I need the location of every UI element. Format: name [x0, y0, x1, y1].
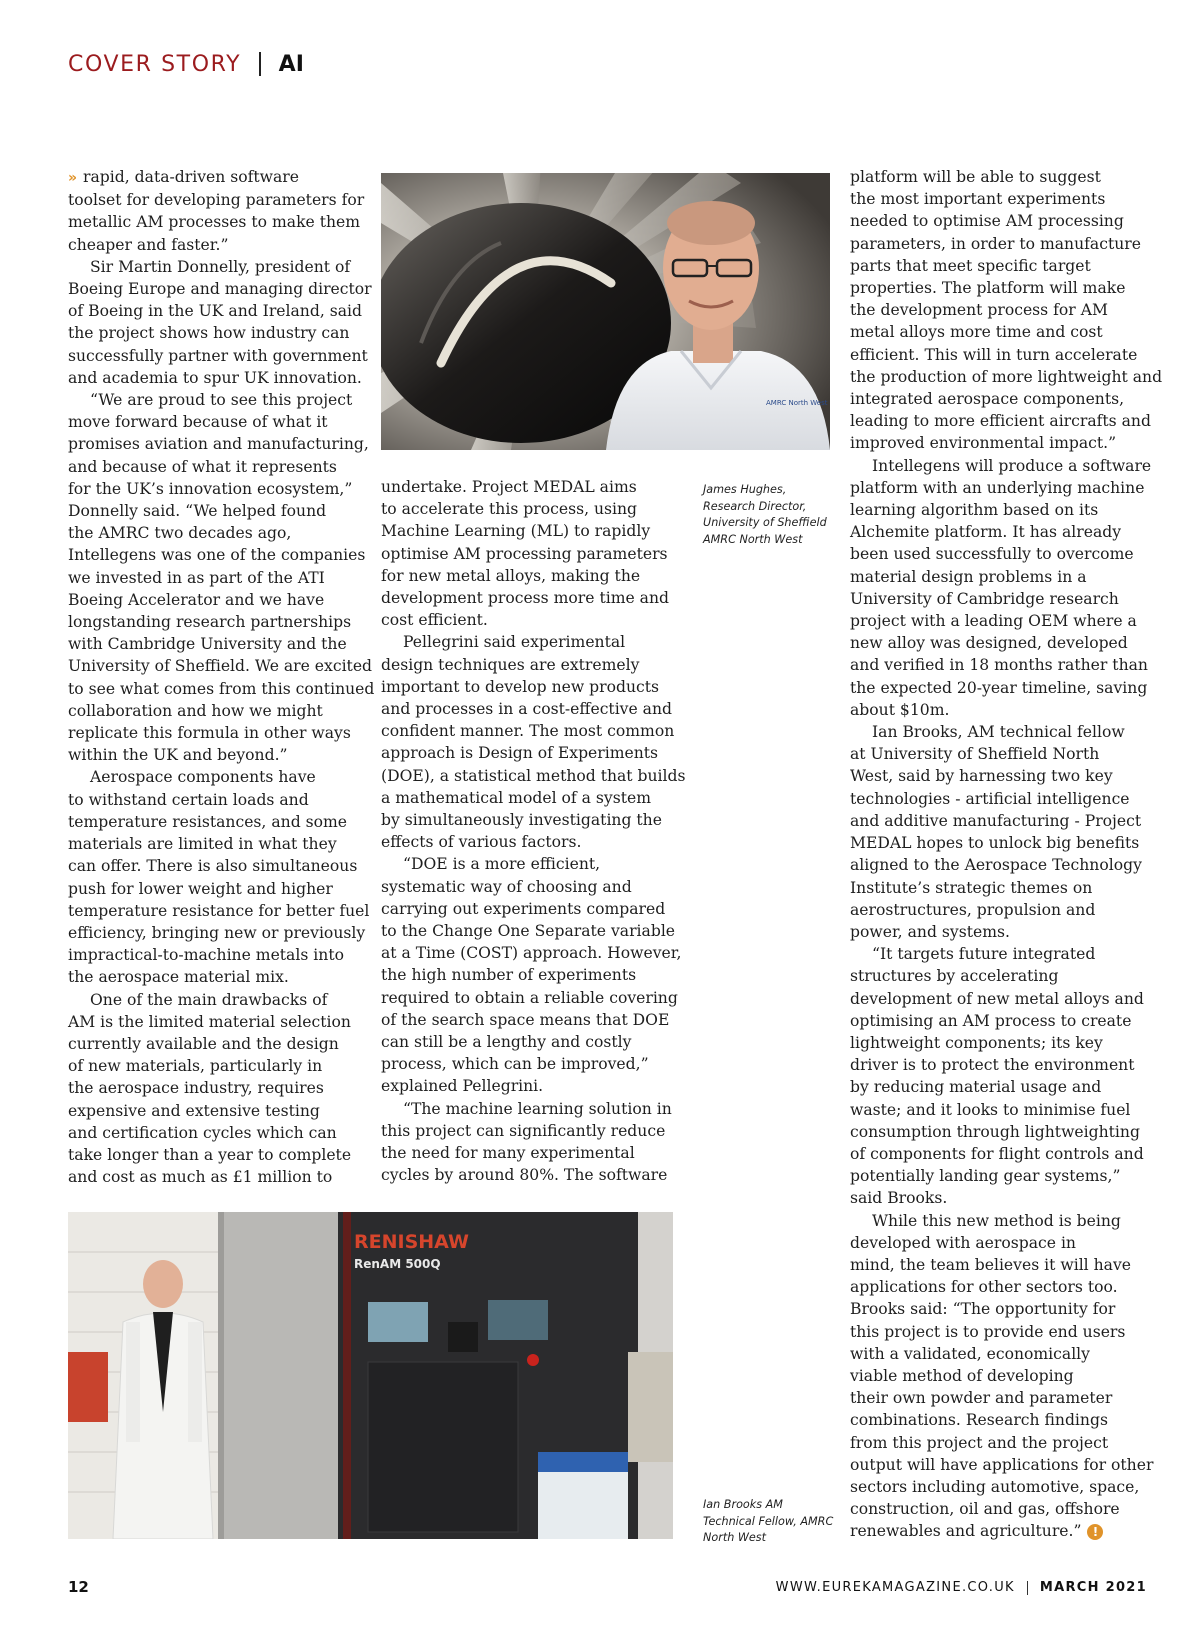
end-of-article-icon: ! — [1087, 1524, 1103, 1540]
text-line: Institute’s strategic themes on — [850, 878, 1093, 897]
text-line: viable method of developing — [850, 1366, 1074, 1385]
text-line: consumption through lightweighting — [850, 1122, 1140, 1141]
text-line: Alchemite platform. It has already — [850, 523, 1122, 542]
text-line: “The machine learning solution in — [403, 1099, 672, 1118]
text-line: at University of Sheffield North — [850, 745, 1100, 764]
text-line: While this new method is being — [872, 1211, 1121, 1230]
text-line: promises aviation and manufacturing, — [68, 435, 369, 454]
text-line: Donnelly said. “We helped found — [68, 502, 327, 521]
text-line: power, and systems. — [850, 922, 1010, 941]
running-footer — [776, 1580, 1147, 1595]
text-line: cheaper and faster.” — [68, 235, 229, 254]
text-line: of the search space means that DOE — [381, 1010, 670, 1029]
text-line: cycles by around 80%. The software — [381, 1166, 668, 1185]
section-label: COVER STORY — [68, 51, 242, 77]
text-line: to accelerate this process, using — [381, 500, 638, 519]
text-line: technologies - artificial intelligence — [850, 789, 1130, 808]
photo-caption-1 — [703, 482, 827, 548]
text-line: Sir Martin Donnelly, president of — [90, 257, 351, 276]
text-line: AM is the limited material selection — [68, 1012, 351, 1031]
caption-line: Ian Brooks AM — [703, 1498, 783, 1511]
text-line: platform will be able to suggest — [850, 168, 1101, 186]
issue-date: MARCH 2021 — [1039, 1580, 1147, 1595]
text-line: successfully partner with government — [68, 346, 368, 365]
text-line: collaboration and how we might — [68, 701, 323, 720]
text-line: been used successfully to overcome — [850, 545, 1134, 564]
text-line: within the UK and beyond.” — [68, 746, 288, 765]
text-line: with a validated, economically — [850, 1344, 1090, 1363]
text-line: project with a leading OEM where a — [850, 612, 1137, 631]
text-line: with Cambridge University and the — [68, 635, 347, 654]
text-line: currently available and the design — [68, 1034, 339, 1053]
text-line: rapid, data-driven software — [83, 168, 299, 186]
website-url: WWW.EUREKAMAGAZINE.CO.UK — [775, 1580, 1015, 1595]
caption-line: University of Sheffield — [703, 516, 827, 529]
text-line: said Brooks. — [850, 1189, 948, 1208]
text-line: Intellegens was one of the companies — [68, 546, 366, 565]
text-line: construction, oil and gas, offshore — [850, 1500, 1120, 1519]
text-line: carrying out experiments compared — [381, 899, 666, 918]
text-line: development of new metal alloys and — [850, 989, 1144, 1008]
caption-line: North West — [703, 1531, 767, 1544]
photo-ian-brooks-renishaw — [68, 1212, 673, 1539]
text-line: parameters, in order to manufacture — [850, 234, 1141, 253]
text-line: move forward because of what it — [68, 413, 328, 432]
text-line: Brooks said: “The opportunity for — [850, 1300, 1116, 1319]
text-line: the aerospace industry, requires — [68, 1079, 324, 1098]
text-line: of components for flight controls and — [850, 1144, 1144, 1163]
text-line: metallic AM processes to make them — [68, 213, 361, 232]
text-line: learning algorithm based on its — [850, 501, 1099, 520]
text-line: temperature resistances, and some — [68, 812, 348, 831]
text-line: waste; and it looks to minimise fuel — [850, 1100, 1131, 1119]
text-line: their own powder and parameter — [850, 1389, 1113, 1408]
text-line: MEDAL hopes to unlock big benefits — [850, 834, 1140, 853]
text-line: toolset for developing parameters for — [68, 191, 365, 210]
text-line: by reducing material usage and — [850, 1078, 1102, 1097]
text-line: at a Time (COST) approach. However, — [381, 944, 682, 963]
text-line: Ian Brooks, AM technical fellow — [872, 723, 1125, 742]
text-line: (DOE), a statistical method that builds — [381, 766, 686, 785]
text-line: renewables and agriculture.” — [850, 1522, 1082, 1541]
text-line: and processes in a cost-effective and — [381, 700, 672, 719]
text-line: materials are limited in what they — [68, 835, 337, 854]
text-line: to withstand certain loads and — [68, 790, 309, 809]
text-line: Machine Learning (ML) to rapidly — [381, 522, 651, 541]
text-line: effects of various factors. — [381, 833, 582, 852]
text-line: aligned to the Aerospace Technology — [850, 856, 1142, 875]
text-line: efficient. This will in turn accelerate — [850, 345, 1138, 364]
engine-portrait-illustration — [381, 173, 830, 450]
text-line: and cost as much as £1 million to — [68, 1168, 333, 1187]
text-line: take longer than a year to complete — [68, 1145, 352, 1164]
text-line: and certification cycles which can — [68, 1123, 337, 1142]
text-line: sectors including automotive, space, — [850, 1477, 1140, 1496]
text-line: longstanding research partnerships — [68, 613, 352, 632]
text-line: integrated aerospace components, — [850, 390, 1125, 409]
article-column-2 — [381, 476, 686, 1187]
text-line: mind, the team believes it will have — [850, 1255, 1132, 1274]
text-line: important to develop new products — [381, 677, 660, 696]
text-line: by simultaneously investigating the — [381, 811, 662, 830]
text-line: efficiency, bringing new or previously — [68, 923, 366, 942]
text-line: the need for many experimental — [381, 1144, 635, 1163]
machine-model: RenAM 500Q — [354, 1257, 441, 1271]
text-line: impractical-to-machine metals into — [68, 946, 344, 965]
text-line: cost efficient. — [381, 611, 488, 630]
text-line: properties. The platform will make — [850, 279, 1126, 298]
text-line: University of Cambridge research — [850, 589, 1119, 608]
text-line: and additive manufacturing - Project — [850, 811, 1142, 830]
article-column-1 — [68, 166, 375, 1188]
text-line: temperature resistance for better fuel — [68, 901, 370, 920]
text-line: University of Sheffield. We are excited — [68, 657, 373, 676]
text-line: combinations. Research findings — [850, 1411, 1108, 1430]
text-line: this project can significantly reduce — [381, 1121, 666, 1140]
text-line: of new materials, particularly in — [68, 1057, 323, 1076]
text-line: applications for other sectors too. — [850, 1278, 1118, 1297]
photo-caption-2 — [703, 1497, 833, 1547]
text-line: “It targets future integrated — [872, 945, 1096, 964]
text-line: and because of what it represents — [68, 457, 337, 476]
text-line: One of the main drawbacks of — [90, 990, 328, 1009]
text-line: for new metal alloys, making the — [381, 566, 641, 585]
shirt-badge: AMRC North West — [766, 399, 828, 407]
text-line: leading to more efficient aircrafts and — [850, 412, 1151, 431]
text-line: from this project and the project — [850, 1433, 1109, 1452]
text-line: output will have applications for other — [850, 1455, 1154, 1474]
text-line: new alloy was designed, developed — [850, 634, 1128, 653]
page-number: 12 — [68, 1578, 89, 1596]
text-line: expensive and extensive testing — [68, 1101, 320, 1120]
text-line: to the Change One Separate variable — [381, 922, 676, 941]
text-line: parts that meet specific target — [850, 256, 1091, 275]
caption-line: Technical Fellow, AMRC — [703, 1514, 834, 1528]
text-line: the aerospace material mix. — [68, 968, 289, 987]
text-line: improved environmental impact.” — [850, 434, 1117, 453]
topic-label: AI — [278, 51, 304, 77]
text-line: push for lower weight and higher — [68, 879, 333, 898]
text-line: the development process for AM — [850, 301, 1108, 320]
text-line: replicate this formula in other ways — [68, 724, 351, 743]
caption-line: James Hughes, — [703, 483, 787, 496]
text-line: systematic way of choosing and — [381, 877, 632, 896]
text-line: design techniques are extremely — [381, 655, 640, 674]
text-line: we invested in as part of the ATI — [68, 568, 325, 587]
text-line: undertake. Project MEDAL aims — [381, 478, 637, 496]
text-line: the most important experiments — [850, 190, 1106, 209]
caption-line: Research Director, — [703, 499, 807, 513]
text-line: optimising an AM process to create — [850, 1011, 1132, 1030]
header-divider — [259, 52, 261, 76]
text-line: required to obtain a reliable covering — [381, 988, 678, 1007]
text-line: and verified in 18 months rather than — [850, 656, 1148, 675]
text-line: Intellegens will produce a software — [872, 456, 1152, 475]
text-line: a mathematical model of a system — [381, 788, 651, 807]
text-line: platform with an underlying machine — [850, 478, 1145, 497]
text-line: lightweight components; its key — [850, 1033, 1103, 1052]
text-line: Aerospace components have — [90, 768, 316, 787]
text-line: can still be a lengthy and costly — [381, 1033, 632, 1052]
text-line: Boeing Europe and managing director — [68, 280, 372, 299]
text-line: structures by accelerating — [850, 967, 1059, 986]
portrait-photo-james-hughes — [381, 173, 830, 450]
text-line: confident manner. The most common — [381, 722, 675, 741]
text-line: process, which can be improved,” — [381, 1055, 649, 1074]
text-line: Pellegrini said experimental — [403, 633, 626, 652]
text-line: the AMRC two decades ago, — [68, 524, 292, 543]
text-line: Boeing Accelerator and we have — [68, 590, 325, 609]
text-line: needed to optimise AM processing — [850, 212, 1124, 231]
text-line: can offer. There is also simultaneous — [68, 857, 358, 876]
text-line: metal alloys more time and cost — [850, 323, 1103, 342]
footer-divider — [1027, 1581, 1028, 1595]
text-line: driver is to protect the environment — [850, 1056, 1135, 1075]
text-line: West, said by harnessing two key — [850, 767, 1113, 786]
text-line: and academia to spur UK innovation. — [68, 368, 362, 387]
text-line: for the UK’s innovation ecosystem,” — [68, 479, 353, 498]
text-line: this project is to provide end users — [850, 1322, 1126, 1341]
continuation-marker-icon: » — [68, 170, 78, 186]
text-line: material design problems in a — [850, 567, 1087, 586]
text-line: approach is Design of Experiments — [381, 744, 659, 763]
text-line: explained Pellegrini. — [381, 1077, 544, 1096]
text-line: aerostructures, propulsion and — [850, 900, 1096, 919]
text-line: to see what comes from this continued — [68, 679, 375, 698]
text-line: optimise AM processing parameters — [381, 544, 668, 563]
machine-brand: RENISHAW — [354, 1231, 469, 1253]
lab-machine-illustration — [68, 1212, 673, 1539]
caption-line: AMRC North West — [703, 532, 803, 546]
text-line: about $10m. — [850, 700, 950, 719]
text-line: “DOE is a more efficient, — [403, 855, 601, 874]
text-line: the production of more lightweight and — [850, 367, 1163, 386]
text-line: potentially landing gear systems,” — [850, 1167, 1121, 1186]
text-line: “We are proud to see this project — [90, 391, 353, 410]
text-line: development process more time and — [381, 589, 669, 608]
text-line: the high number of experiments — [381, 966, 637, 985]
text-line: the project shows how industry can — [68, 324, 350, 343]
running-header — [68, 50, 304, 78]
article-column-3 — [850, 166, 1163, 1543]
text-line: developed with aerospace in — [850, 1233, 1076, 1252]
text-line: the expected 20-year timeline, saving — [850, 678, 1148, 697]
text-line: of Boeing in the UK and Ireland, said — [68, 302, 363, 321]
